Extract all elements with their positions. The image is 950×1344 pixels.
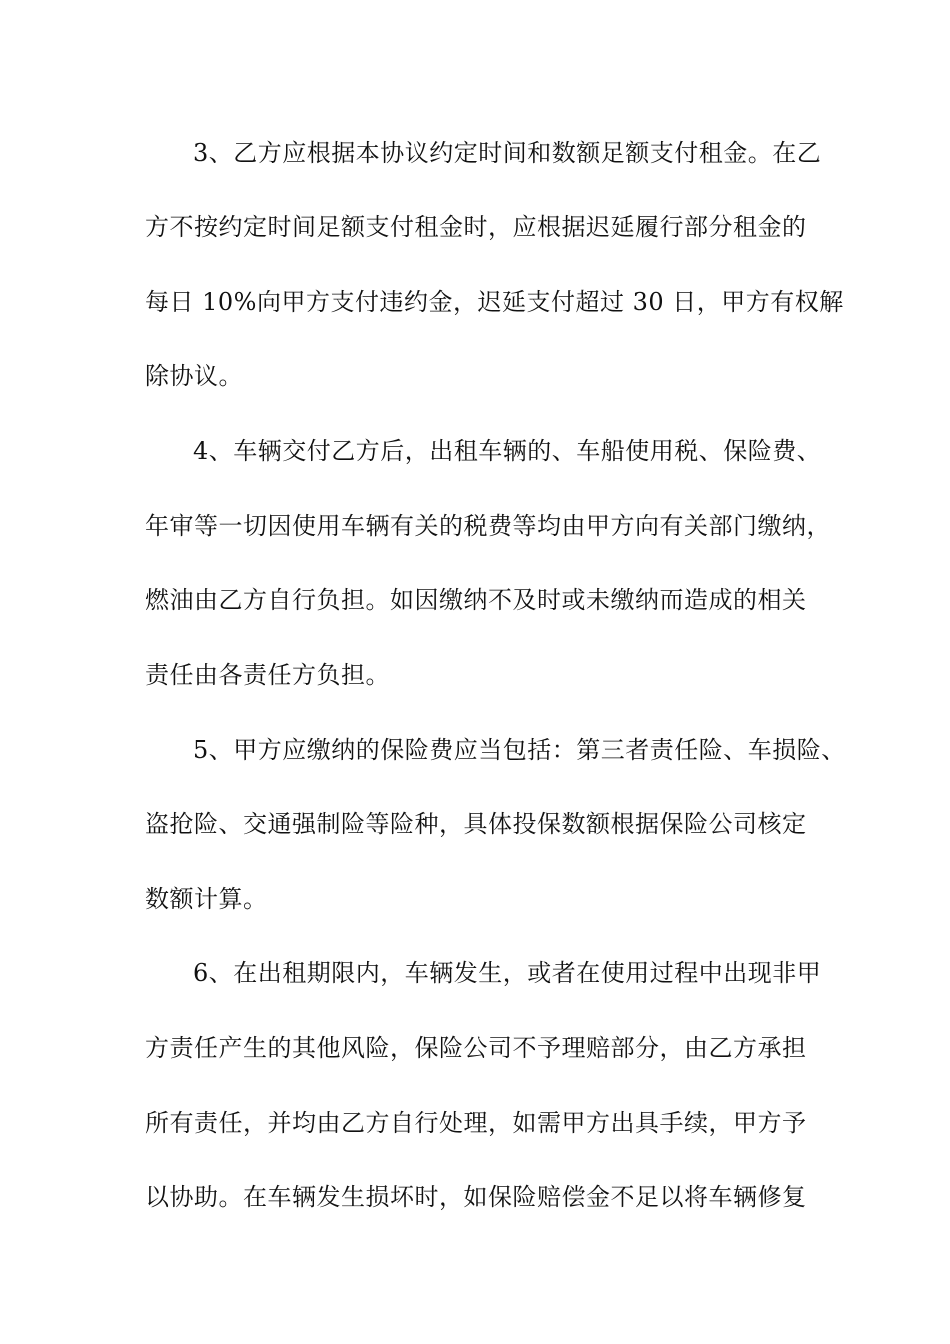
- paragraph-3-line-4: 除协议。: [145, 362, 243, 390]
- paragraph-4-line-4: 责任由各责任方负担。: [145, 661, 390, 689]
- paragraph-5-line-2: 盗抢险、交通强制险等险种，具体投保数额根据保险公司核定: [145, 810, 807, 838]
- paragraph-4-line-3: 燃油由乙方自行负担。如因缴纳不及时或未缴纳而造成的相关: [145, 586, 807, 614]
- paragraph-4-line-1: 4、车辆交付乙方后，出租车辆的、车船使用税、保险费、: [193, 437, 822, 465]
- paragraph-3-line-1: 3、乙方应根据本协议约定时间和数额足额支付租金。在乙: [193, 139, 822, 167]
- paragraph-3-line-2: 方不按约定时间足额支付租金时，应根据迟延履行部分租金的: [145, 213, 807, 241]
- paragraph-6-line-4: 以协助。在车辆发生损坏时，如保险赔偿金不足以将车辆修复: [145, 1183, 807, 1211]
- paragraph-4-line-2: 年审等一切因使用车辆有关的税费等均由甲方向有关部门缴纳，: [145, 512, 831, 540]
- paragraph-6-line-3: 所有责任，并均由乙方自行处理，如需甲方出具手续，甲方予: [145, 1109, 807, 1137]
- paragraph-5-line-1: 5、甲方应缴纳的保险费应当包括：第三者责任险、车损险、: [193, 736, 846, 764]
- paragraph-6-line-2: 方责任产生的其他风险，保险公司不予理赔部分，由乙方承担: [145, 1034, 807, 1062]
- paragraph-5-line-3: 数额计算。: [145, 885, 268, 913]
- paragraph-6-line-1: 6、在出租期限内，车辆发生，或者在使用过程中出现非甲: [193, 959, 822, 987]
- paragraph-3-line-3: 每日 10%向甲方支付违约金，迟延支付超过 30 日，甲方有权解: [145, 288, 844, 316]
